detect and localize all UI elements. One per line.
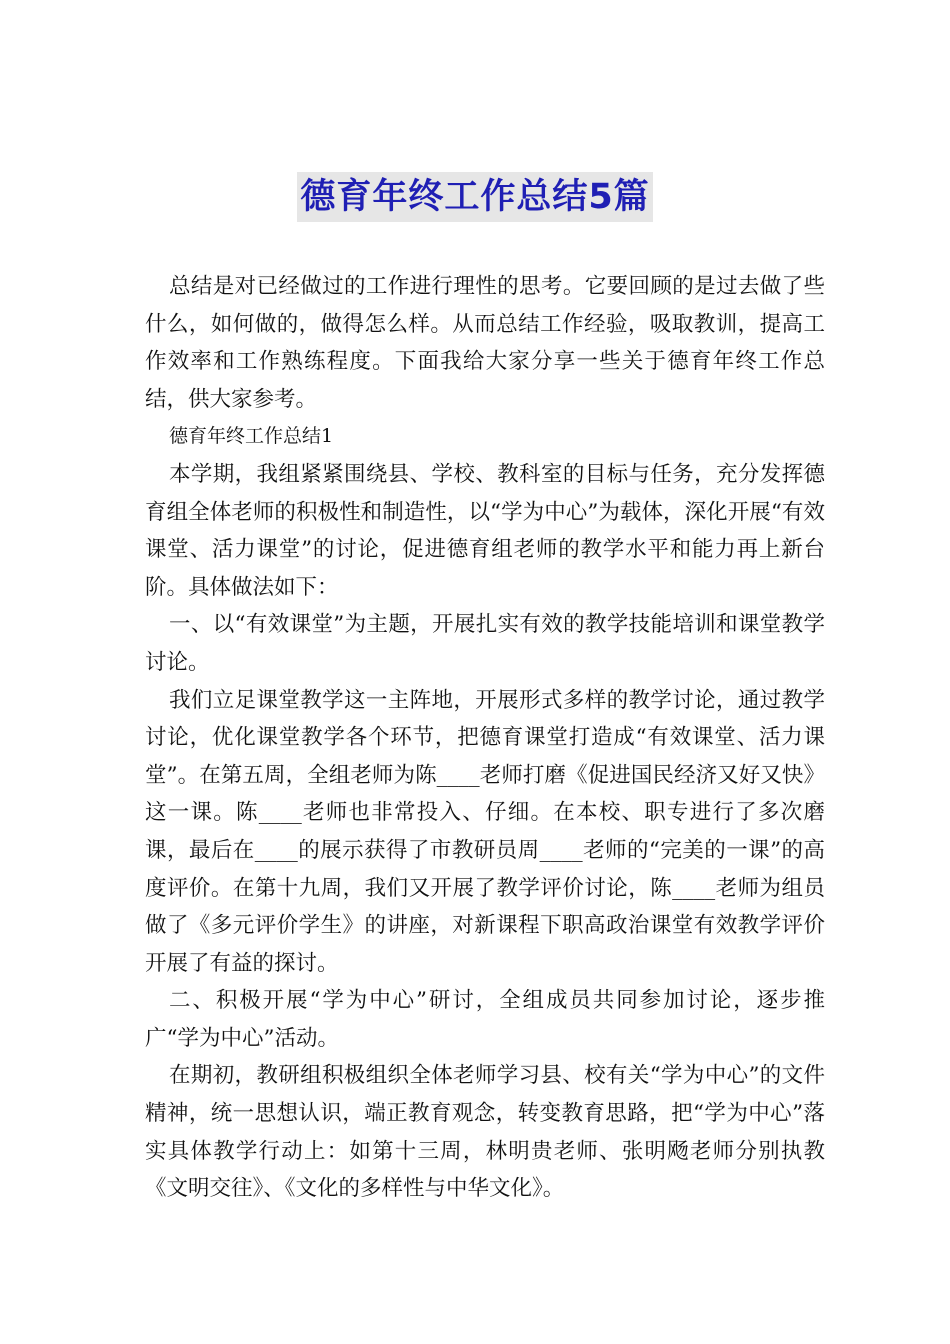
subheading-one: 一、以“有效课堂”为主题，开展扎实有效的教学技能培训和课堂教学讨论。 [145,612,825,675]
document-body [145,268,825,1208]
title-container [0,172,950,222]
subheading-two: 二、积极开展“学为中心”研讨，全组成员共同参加讨论，逐步推广“学为中心”活动。 [145,988,825,1051]
document-title: 德育年终工作总结5篇 [297,172,652,222]
body-paragraph: 在期初，教研组积极组织全体老师学习县、校有关“学为中心”的文件精神，统一思想认识，端正教育观念，转变教育思路，把“学为中心”落实具体教学行动上：如第十三周，林明贵老师、张明飏老师分别执教《文明交往》、《文化的多样性与中华文化》。 [145,1063,825,1202]
body-paragraph: 本学期，我组紧紧围绕县、学校、教科室的目标与任务，充分发挥德育组全体老师的积极性和制造性，以“学为中心”为载体，深化开展“有效课堂、活力课堂”的讨论，促进德育组老师的教学水平和能力再上新台阶。具体做法如下： [145,461,825,600]
body-paragraph: 我们立足课堂教学这一主阵地，开展形式多样的教学讨论，通过教学讨论，优化课堂教学各个环节，把德育课堂打造成“有效课堂、活力课堂”。在第五周，全组老师为陈____老师打磨《促进国民经济又好又快》这一课。陈____老师也非常投入、仔细。在本校、职专进行了多次磨课，最后在____的展示获得了市教研员周____老师的“完美的一课”的高度评价。在第十九周，我们又开展了教学评价讨论，陈____老师为组员做了《多元评价学生》的讲座，对新课程下职高政治课堂有效教学评价开展了有益的探讨。 [145,687,825,976]
section-heading-1: 德育年终工作总结1 [169,425,334,448]
intro-paragraph: 总结是对已经做过的工作进行理性的思考。它要回顾的是过去做了些什么，如何做的，做得怎么样。从而总结工作经验，吸取教训，提高工作效率和工作熟练程度。下面我给大家分享一些关于德育年终工作总结，供大家参考。 [145,274,825,412]
